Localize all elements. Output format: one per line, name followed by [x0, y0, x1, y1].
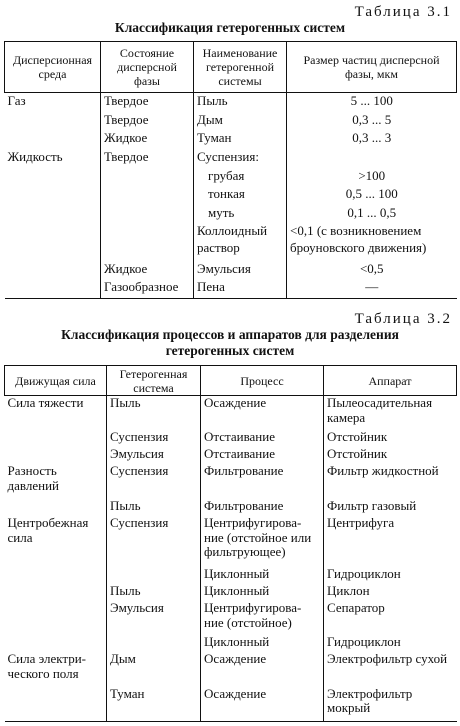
column-header: Движущая сила — [5, 366, 107, 396]
table-cell — [5, 499, 107, 516]
table-row — [5, 149, 457, 168]
table-row — [5, 186, 457, 205]
table-cell — [5, 112, 101, 131]
table-cell — [101, 186, 194, 205]
table-cell: Фильтрование — [201, 464, 324, 498]
table-cell: Отстойник — [324, 447, 457, 464]
table-cell — [101, 168, 194, 187]
table-cell — [5, 687, 107, 722]
table-cell: Пыль — [194, 93, 287, 112]
table-cell: Электрофильтр мокрый — [324, 687, 457, 722]
table-cell: 0,1 ... 0,5 — [287, 205, 457, 224]
table-row — [5, 130, 457, 149]
table-cell — [101, 223, 194, 260]
table-cell — [5, 430, 107, 447]
table-cell: Пыль — [107, 499, 201, 516]
table-cell: Отстаивание — [201, 430, 324, 447]
table-row — [5, 396, 457, 431]
table-row — [5, 93, 457, 112]
table-row — [5, 464, 457, 498]
table-cell — [107, 567, 201, 584]
table-cell: Жидкое — [101, 130, 194, 149]
table-row — [5, 447, 457, 464]
table-cell — [5, 186, 101, 205]
table-cell: Центрифуга — [324, 516, 457, 567]
table-cell — [5, 130, 101, 149]
table-cell — [5, 261, 101, 280]
table-cell: Центрифугирова-ние (отстойное или фильтрующее) — [201, 516, 324, 567]
table-cell: Циклон — [324, 584, 457, 601]
table-cell: Твердое — [101, 93, 194, 112]
table-cell: Циклонный — [201, 567, 324, 584]
column-header: Гетерогенная система — [107, 366, 201, 396]
table-row — [5, 601, 457, 635]
table-cell: Отстойник — [324, 430, 457, 447]
column-header: Наименование гетерогенной системы — [194, 42, 287, 93]
table-cell — [5, 447, 107, 464]
table-row — [5, 567, 457, 584]
table-cell: Разность давлений — [7, 463, 59, 494]
table-cell: Коллоидный раствор — [194, 223, 287, 260]
table-row — [5, 223, 457, 260]
table-cell — [5, 584, 107, 601]
table-cell: Циклонный — [201, 584, 324, 601]
table-cell: Суспензия — [107, 516, 201, 567]
table-row — [5, 584, 457, 601]
table-cell: Пылеосадительная камера — [324, 396, 457, 431]
table-cell: Центрифугирова-ние (отстойное) — [201, 601, 324, 635]
table-row — [5, 430, 457, 447]
table-cell: Пыль — [107, 396, 201, 431]
table-row — [5, 516, 457, 567]
table-row — [5, 279, 457, 298]
table-row — [5, 112, 457, 131]
table-cell: Эмульсия — [194, 261, 287, 280]
table-cell — [5, 567, 107, 584]
table-cell: Пена — [194, 279, 287, 298]
table-cell: Жидкое — [101, 261, 194, 280]
table-cell: <0,1 (с возникновением броуновского движения) — [287, 223, 457, 260]
table-cell: 0,5 ... 100 — [287, 186, 457, 205]
table-cell: Фильтрование — [201, 499, 324, 516]
table-cell — [101, 205, 194, 224]
table-cell: Твердое — [101, 112, 194, 131]
table-cell: 0,3 ... 5 — [287, 112, 457, 131]
table-cell: Сила электри-ческого поля — [7, 651, 87, 682]
table-cell: Центробежная сила — [7, 514, 89, 545]
table-cell — [5, 168, 101, 187]
separation-processes-table — [4, 365, 457, 722]
column-header: Состояние дисперсной фазы — [101, 42, 194, 93]
table-cell: Эмульсия — [107, 447, 201, 464]
table-cell: <0,5 — [287, 261, 457, 280]
table-title: Классификация гетерогенных систем — [114, 20, 346, 35]
table-cell: — — [287, 279, 457, 298]
table-cell: Фильтр газовый — [324, 499, 457, 516]
table-cell: муть — [194, 205, 287, 224]
table-cell: Осаждение — [201, 687, 324, 722]
column-header: Размер частиц дисперсной фазы, мкм — [287, 42, 457, 93]
table-cell: Отстаивание — [201, 447, 324, 464]
table-number: Таблица 3.1 — [354, 4, 452, 20]
table-cell: >100 — [287, 168, 457, 187]
table-number: Таблица 3.2 — [354, 311, 452, 327]
table-cell — [5, 279, 101, 298]
table-row — [5, 635, 457, 652]
table-row — [5, 499, 457, 516]
table-cell: Осаждение — [201, 652, 324, 686]
table-cell: Туман — [107, 687, 201, 722]
table-cell: Электрофильтр сухой — [324, 652, 457, 686]
table-cell: Суспензия — [107, 430, 201, 447]
table-row — [5, 205, 457, 224]
table-cell: Газ — [7, 93, 26, 108]
table-cell: Циклонный — [201, 635, 324, 652]
column-header: Аппарат — [324, 366, 457, 396]
table-cell: Фильтр жидкостной — [324, 464, 457, 498]
table-row — [5, 168, 457, 187]
table-cell: Осаждение — [201, 396, 324, 431]
table-title: Классификация процессов и аппаратов для разделения гетерогенных систем — [61, 327, 399, 358]
table-cell: Суспензия — [107, 464, 201, 498]
table-cell — [287, 149, 457, 168]
table-cell — [107, 635, 201, 652]
table-cell: Твердое — [101, 149, 194, 168]
table-cell: Сила тяжести — [7, 395, 84, 410]
table-row — [5, 652, 457, 686]
table-cell: Жидкость — [7, 148, 63, 164]
table-cell: тонкая — [194, 186, 287, 205]
table-cell — [5, 205, 101, 224]
table-cell: Гидроциклон — [324, 635, 457, 652]
table-cell: 5 ... 100 — [287, 93, 457, 112]
table-cell: Гидроциклон — [324, 567, 457, 584]
table-cell: Туман — [194, 130, 287, 149]
column-header: Дисперсионная среда — [5, 42, 101, 93]
table-cell: Эмульсия — [107, 601, 201, 635]
table-cell: 0,3 ... 3 — [287, 130, 457, 149]
table-cell — [5, 223, 101, 260]
table-cell: Дым — [194, 112, 287, 131]
table-cell: Суспензия: — [194, 149, 287, 168]
table-cell: Дым — [107, 652, 201, 686]
table-cell — [5, 635, 107, 652]
table-cell: Газообразное — [101, 279, 194, 298]
column-header: Процесс — [201, 366, 324, 396]
table-row — [5, 687, 457, 722]
table-cell — [5, 601, 107, 635]
table-cell: грубая — [194, 168, 287, 187]
table-cell: Сепаратор — [324, 601, 457, 635]
table-cell: Пыль — [107, 584, 201, 601]
table-row — [5, 261, 457, 280]
heterogeneous-systems-table — [4, 41, 457, 299]
